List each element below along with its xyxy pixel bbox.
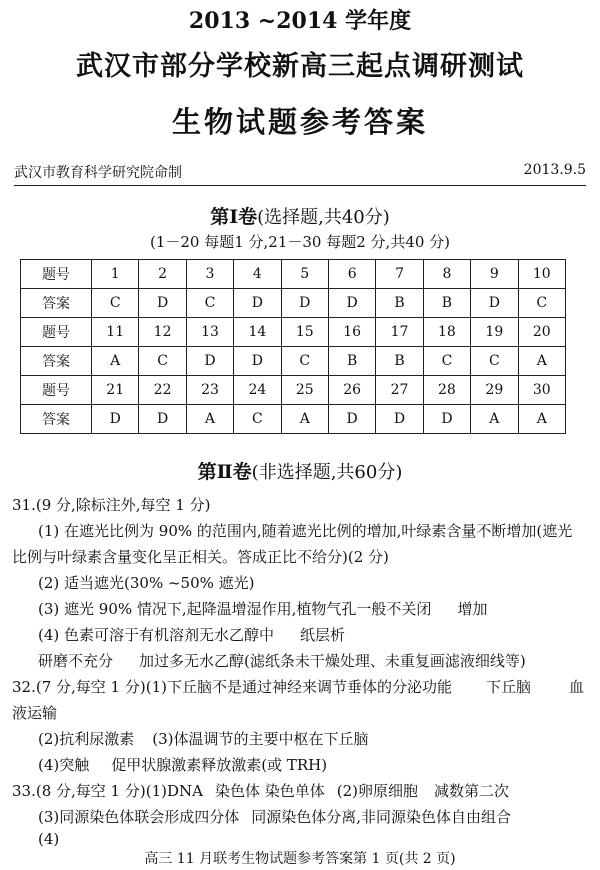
answer-row-label: 答案 bbox=[21, 289, 92, 318]
answer-cell: D bbox=[423, 405, 470, 434]
question-number-row bbox=[21, 260, 566, 289]
question-number-cell: 11 bbox=[92, 318, 139, 347]
question-number-cell: 21 bbox=[92, 376, 139, 405]
answer-cell: B bbox=[423, 289, 470, 318]
answer-cell: A bbox=[471, 405, 518, 434]
answer-row-label: 答案 bbox=[21, 347, 92, 376]
question-number-cell: 12 bbox=[139, 318, 186, 347]
page-footer: 高三 11 月联考生物试题参考答案第 1 页(共 2 页) bbox=[144, 851, 456, 867]
q31-answer-4d: 加过多无水乙醇(滤纸条未干燥处理、未重复画滤液细线等) bbox=[139, 652, 526, 670]
issue-date: 2013.9.5 bbox=[523, 162, 586, 178]
q32-line2: 液运输 bbox=[12, 704, 58, 722]
q33-answer-3b: 同源染色体分离,非同源染色体自由组合 bbox=[251, 808, 512, 826]
answer-cell: B bbox=[328, 347, 375, 376]
part1-scoring-note: (1－20 每题1 分,21－30 每题2 分,共40 分) bbox=[149, 233, 451, 251]
question-number-cell: 17 bbox=[376, 318, 423, 347]
exam-title: 武汉市部分学校新高三起点调研测试 bbox=[76, 51, 524, 82]
answer-cell: C bbox=[281, 347, 328, 376]
answer-cell: B bbox=[376, 289, 423, 318]
q33-answer-1a: 33.(8 分,每空 1 分)(1)DNA bbox=[12, 782, 203, 800]
part1-subtitle: (选择题,共40分) bbox=[257, 207, 390, 228]
question-number-cell: 19 bbox=[471, 318, 518, 347]
question-number-cell: 16 bbox=[328, 318, 375, 347]
question-number-row-label: 题号 bbox=[21, 318, 92, 347]
q31-answer-3b: 增加 bbox=[457, 600, 488, 618]
q33-line1 bbox=[12, 780, 592, 801]
question-number-cell: 30 bbox=[518, 376, 565, 405]
answer-cell: C bbox=[518, 289, 565, 318]
question-number-cell: 23 bbox=[186, 376, 233, 405]
part1-title: 第Ⅰ卷 bbox=[210, 206, 258, 228]
issuer: 武汉市教育科学研究院命制 bbox=[14, 165, 182, 181]
question-number-cell: 10 bbox=[518, 260, 565, 289]
q33-line3: (4) bbox=[38, 830, 60, 848]
q32-answer-4a: (4)突触 bbox=[38, 756, 90, 774]
question-number-cell: 26 bbox=[328, 376, 375, 405]
q31-answer-1-line1: (1) 在遮光比例为 90% 的范围内,随着遮光比例的增加,叶绿素含量不断增加(遮光 bbox=[38, 522, 573, 540]
question-number-cell: 5 bbox=[281, 260, 328, 289]
q32-line4 bbox=[38, 754, 600, 775]
q31-answer-4a: (4) 色素可溶于有机溶剂无水乙醇中 bbox=[38, 626, 275, 644]
answer-cell: D bbox=[92, 405, 139, 434]
q31-answer-3a: (3) 遮光 90% 情况下,起降温增湿作用,植物气孔一般不关闭 bbox=[38, 600, 432, 618]
question-number-row bbox=[21, 376, 566, 405]
q31-answer-4-extra bbox=[38, 650, 600, 671]
question-number-cell: 22 bbox=[139, 376, 186, 405]
q31-heading: 31.(9 分,除标注外,每空 1 分) bbox=[12, 496, 211, 514]
q32-answer-1b: 下丘脑 bbox=[485, 678, 531, 696]
question-number-cell: 6 bbox=[328, 260, 375, 289]
answer-cell: C bbox=[471, 347, 518, 376]
answer-cell: C bbox=[423, 347, 470, 376]
q33-answer-2b: 减数第二次 bbox=[433, 782, 509, 800]
answer-row bbox=[21, 289, 566, 318]
q32-answer-4b: 促甲状腺激素释放激素(或 TRH) bbox=[111, 756, 328, 774]
answer-cell: D bbox=[139, 289, 186, 318]
q33-line2 bbox=[38, 806, 600, 827]
question-number-row bbox=[21, 318, 566, 347]
answer-cell: A bbox=[281, 405, 328, 434]
part2-subtitle: (非选择题,共60分) bbox=[251, 462, 403, 483]
q31-answer-1-line2: 比例与叶绿素含量变化呈正相关。答成正比不给分)(2 分) bbox=[12, 548, 389, 566]
answer-table bbox=[20, 259, 566, 434]
q32-answer-1c: 血 bbox=[568, 678, 584, 696]
q33-answer-3a: (3)同源染色体联会形成四分体 bbox=[38, 808, 240, 826]
question-number-cell: 18 bbox=[423, 318, 470, 347]
question-number-cell: 13 bbox=[186, 318, 233, 347]
answer-cell: A bbox=[518, 405, 565, 434]
answer-cell: C bbox=[186, 289, 233, 318]
q31-answer-4c: 研磨不充分 bbox=[38, 652, 114, 670]
answer-cell: D bbox=[328, 405, 375, 434]
question-number-cell: 25 bbox=[281, 376, 328, 405]
answer-cell: D bbox=[376, 405, 423, 434]
question-number-row-label: 题号 bbox=[21, 260, 92, 289]
q31-answer-2: (2) 适当遮光(30% ~50% 遮光) bbox=[38, 574, 255, 592]
part2-heading bbox=[0, 457, 600, 484]
q32-answer-1: 32.(7 分,每空 1 分)(1)下丘脑不是通过神经来调节垂体的分泌功能 bbox=[12, 678, 452, 696]
q32-line3 bbox=[38, 728, 600, 749]
answer-cell: D bbox=[471, 289, 518, 318]
answer-cell: D bbox=[186, 347, 233, 376]
answer-cell: D bbox=[234, 289, 281, 318]
year-heading: 2013 ~2014 学年度 bbox=[188, 8, 412, 34]
question-number-cell: 4 bbox=[234, 260, 281, 289]
answer-cell: D bbox=[328, 289, 375, 318]
question-number-cell: 20 bbox=[518, 318, 565, 347]
answer-row bbox=[21, 347, 566, 376]
question-number-cell: 15 bbox=[281, 318, 328, 347]
question-number-cell: 7 bbox=[376, 260, 423, 289]
answer-cell: B bbox=[376, 347, 423, 376]
q31-answer-4b: 纸层析 bbox=[300, 626, 346, 644]
document-title: 生物试题参考答案 bbox=[171, 105, 428, 139]
answer-cell: A bbox=[92, 347, 139, 376]
question-number-cell: 9 bbox=[471, 260, 518, 289]
answer-row bbox=[21, 405, 566, 434]
question-number-cell: 8 bbox=[423, 260, 470, 289]
question-number-cell: 24 bbox=[234, 376, 281, 405]
answer-cell: C bbox=[234, 405, 281, 434]
answer-row-label: 答案 bbox=[21, 405, 92, 434]
q32-answer-2: (2)抗利尿激素 bbox=[38, 730, 135, 748]
answer-cell: C bbox=[92, 289, 139, 318]
q31-answer-4 bbox=[38, 624, 600, 645]
question-number-cell: 28 bbox=[423, 376, 470, 405]
q33-answer-1b: 染色体 染色单体 bbox=[214, 782, 325, 800]
part2-title: 第Ⅱ卷 bbox=[197, 461, 252, 483]
part1-heading bbox=[0, 202, 600, 229]
answer-cell: C bbox=[139, 347, 186, 376]
answer-cell: A bbox=[186, 405, 233, 434]
question-number-cell: 27 bbox=[376, 376, 423, 405]
question-number-cell: 1 bbox=[92, 260, 139, 289]
answer-cell: D bbox=[139, 405, 186, 434]
q32-answer-3: (3)体温调节的主要中枢在下丘脑 bbox=[152, 730, 369, 748]
issuer-bar bbox=[14, 162, 586, 186]
question-number-cell: 3 bbox=[186, 260, 233, 289]
question-number-cell: 2 bbox=[139, 260, 186, 289]
answer-cell: A bbox=[518, 347, 565, 376]
answer-cell: D bbox=[281, 289, 328, 318]
answer-cell: D bbox=[234, 347, 281, 376]
question-number-row-label: 题号 bbox=[21, 376, 92, 405]
q31-answer-3 bbox=[38, 598, 600, 619]
question-number-cell: 14 bbox=[234, 318, 281, 347]
q33-answer-2: (2)卵原细胞 bbox=[336, 782, 418, 800]
question-number-cell: 29 bbox=[471, 376, 518, 405]
q32-line1 bbox=[12, 676, 592, 697]
